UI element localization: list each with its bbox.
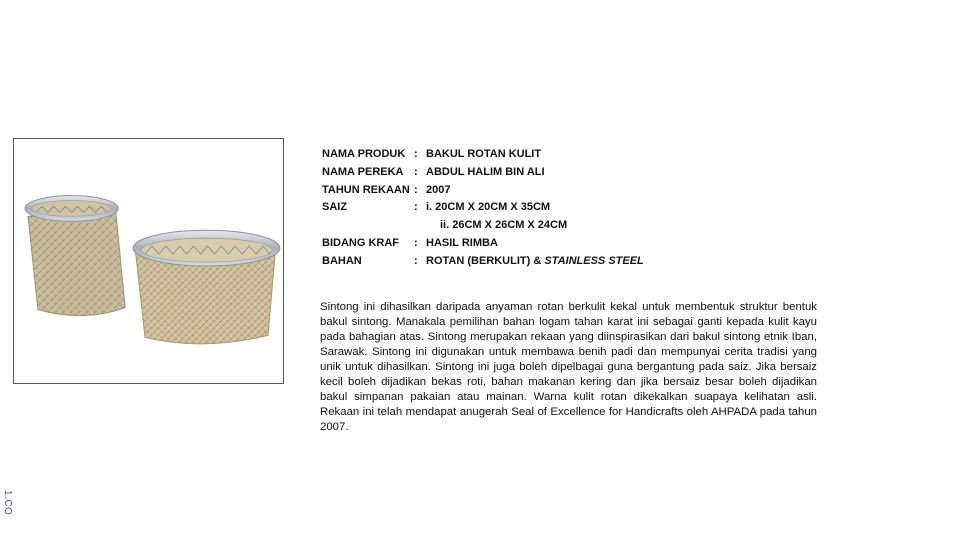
side-watermark-text: 1.CO	[2, 490, 13, 516]
product-spec-table	[322, 146, 644, 271]
tall-basket	[25, 196, 125, 316]
spec-row-craft-field	[322, 235, 644, 253]
rattan-baskets-image	[14, 139, 283, 383]
material-italic: STAINLESS STEEL	[544, 254, 644, 267]
spec-key: SAIZ	[322, 201, 348, 214]
spec-value: ABDUL HALIM BIN ALI	[426, 165, 545, 178]
spec-value: BAKUL ROTAN KULIT	[426, 148, 542, 160]
spec-value: HASIL RIMBA	[426, 236, 498, 249]
spec-value: 2007	[426, 183, 451, 196]
spec-separator: :	[414, 254, 418, 267]
material-plain: ROTAN (BERKULIT) &	[426, 254, 545, 267]
spec-row-design-year	[322, 182, 644, 200]
spec-row-size-1	[322, 199, 644, 217]
spec-key: TAHUN REKAAN	[322, 183, 410, 196]
spec-key: NAMA PEREKA	[322, 165, 404, 178]
spec-value: i. 20CM X 20CM X 35CM	[426, 201, 551, 214]
spec-separator: :	[414, 148, 418, 160]
spec-value	[426, 253, 644, 271]
spec-row-size-2	[322, 217, 644, 235]
spec-separator: :	[414, 165, 418, 178]
wide-basket	[133, 230, 280, 344]
spec-separator: :	[414, 183, 418, 196]
spec-row-material	[322, 253, 644, 271]
spec-separator: :	[414, 201, 418, 214]
spec-key	[322, 217, 414, 235]
spec-separator	[414, 217, 426, 235]
product-description: Sintong ini dihasilkan daripada anyaman rotan berkulit kekal untuk membentuk struktur bentuk bakul sintong. Manakala pemilihan bahan logam tahan karat ini sebagai ganti kepada kulit kayu pada bahagian atas. Sintong merupakan rekaan yang diinspirasikan dari bakul sintong etnik Iban, Sarawak. Sintong ini digunakan untuk membawa benih padi dan mempunyai cerita tradisi yang unik untuk dihasilkan. Sintong ini juga boleh dipelbagai guna bergantung pada saiz. Jika bersaiz kecil boleh dijadikan bekas roti, bahan makanan kering dan jika bersaiz besar boleh dijadikan bakul simpanan pakaian atau mainan. Warna kulit rotan dikekalkan suapaya kelihatan asli. Rekaan ini telah mendapat anugerah Seal of Excellence for Handicrafts oleh AHPADA pada tahun 2007.	[320, 301, 817, 433]
spec-key: NAMA PRODUK	[322, 148, 406, 160]
spec-row-product-name	[322, 146, 644, 164]
spec-key: BIDANG KRAF	[322, 236, 399, 249]
spec-value: ii. 26CM X 26CM X 24CM	[440, 219, 568, 232]
product-photo	[13, 138, 284, 384]
spec-row-designer	[322, 164, 644, 182]
spec-separator: :	[414, 236, 418, 249]
spec-key: BAHAN	[322, 254, 362, 267]
